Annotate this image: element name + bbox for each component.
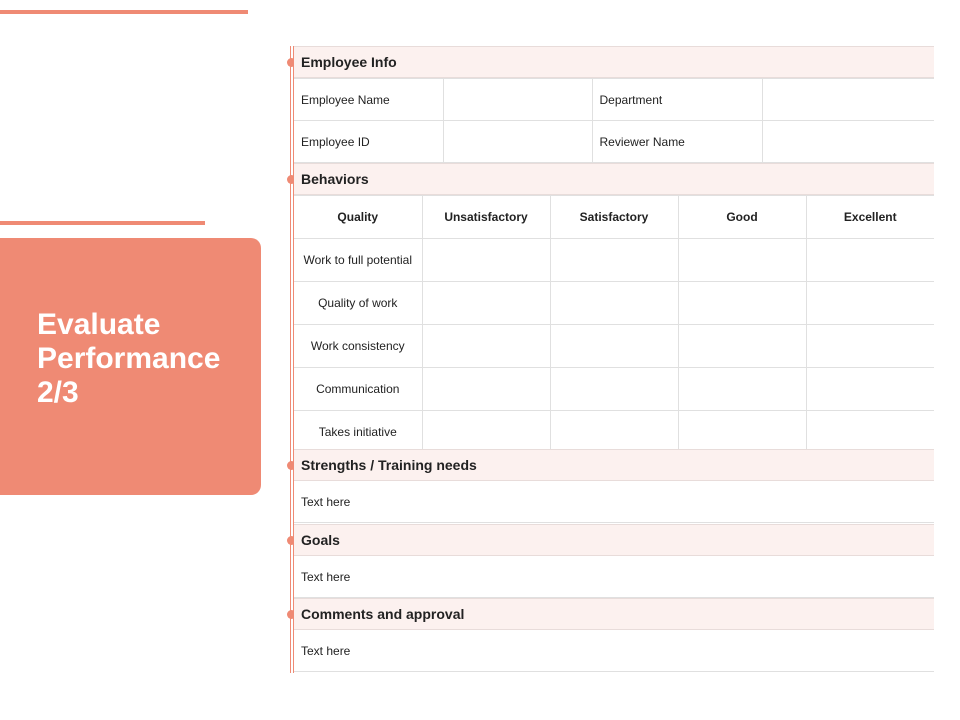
behavior-label: Work to full potential bbox=[294, 239, 422, 282]
employee-name-label: Employee Name bbox=[294, 79, 443, 121]
behavior-label: Work consistency bbox=[294, 325, 422, 368]
rating-cell[interactable] bbox=[422, 239, 550, 282]
rating-cell[interactable] bbox=[806, 411, 934, 454]
goals-text-field[interactable] bbox=[294, 556, 934, 598]
rating-cell[interactable] bbox=[422, 368, 550, 411]
rating-cell[interactable] bbox=[550, 411, 678, 454]
section-title: Comments and approval bbox=[301, 606, 465, 622]
form-timeline-line bbox=[290, 46, 291, 673]
behavior-label: Takes initiative bbox=[294, 411, 422, 454]
table-row bbox=[294, 79, 934, 121]
section-header-strengths bbox=[294, 449, 934, 481]
section-header-behaviors bbox=[294, 163, 934, 195]
placeholder-text: Text here bbox=[301, 495, 351, 509]
column-header: Good bbox=[678, 196, 806, 239]
rating-cell[interactable] bbox=[678, 411, 806, 454]
rating-cell[interactable] bbox=[678, 368, 806, 411]
column-header: Unsatisfactory bbox=[422, 196, 550, 239]
rating-cell[interactable] bbox=[550, 282, 678, 325]
rating-cell[interactable] bbox=[678, 282, 806, 325]
table-row bbox=[294, 121, 934, 163]
behavior-label: Communication bbox=[294, 368, 422, 411]
table-header-row bbox=[294, 196, 934, 239]
department-field[interactable] bbox=[762, 79, 934, 121]
strengths-text-field[interactable] bbox=[294, 481, 934, 523]
rating-cell[interactable] bbox=[422, 411, 550, 454]
table-row bbox=[294, 368, 934, 411]
section-header-employee-info bbox=[294, 46, 934, 78]
comments-text-field[interactable] bbox=[294, 630, 934, 672]
rating-cell[interactable] bbox=[678, 239, 806, 282]
column-header: Excellent bbox=[806, 196, 934, 239]
rating-cell[interactable] bbox=[806, 282, 934, 325]
section-header-comments bbox=[294, 598, 934, 630]
top-accent-bar bbox=[0, 10, 248, 14]
employee-id-field[interactable] bbox=[443, 121, 592, 163]
section-title: Goals bbox=[301, 532, 340, 548]
rating-cell[interactable] bbox=[550, 368, 678, 411]
rating-cell[interactable] bbox=[550, 239, 678, 282]
section-title: Employee Info bbox=[301, 54, 397, 70]
placeholder-text: Text here bbox=[301, 570, 351, 584]
column-header: Satisfactory bbox=[550, 196, 678, 239]
table-row bbox=[294, 325, 934, 368]
rating-cell[interactable] bbox=[678, 325, 806, 368]
column-header: Quality bbox=[294, 196, 422, 239]
rating-cell[interactable] bbox=[550, 325, 678, 368]
middle-accent-bar bbox=[0, 221, 205, 225]
table-row bbox=[294, 282, 934, 325]
rating-cell[interactable] bbox=[806, 368, 934, 411]
table-row bbox=[294, 411, 934, 454]
employee-info-table bbox=[294, 78, 934, 163]
rating-cell[interactable] bbox=[422, 282, 550, 325]
reviewer-name-label: Reviewer Name bbox=[592, 121, 762, 163]
page-title: Evaluate Performance 2/3 bbox=[37, 308, 221, 409]
behaviors-table bbox=[294, 195, 934, 454]
table-row bbox=[294, 239, 934, 282]
rating-cell[interactable] bbox=[422, 325, 550, 368]
behavior-label: Quality of work bbox=[294, 282, 422, 325]
reviewer-name-field[interactable] bbox=[762, 121, 934, 163]
section-header-goals bbox=[294, 524, 934, 556]
placeholder-text: Text here bbox=[301, 644, 351, 658]
employee-id-label: Employee ID bbox=[294, 121, 443, 163]
rating-cell[interactable] bbox=[806, 325, 934, 368]
department-label: Department bbox=[592, 79, 762, 121]
section-title: Strengths / Training needs bbox=[301, 457, 477, 473]
rating-cell[interactable] bbox=[806, 239, 934, 282]
section-title: Behaviors bbox=[301, 171, 369, 187]
employee-name-field[interactable] bbox=[443, 79, 592, 121]
